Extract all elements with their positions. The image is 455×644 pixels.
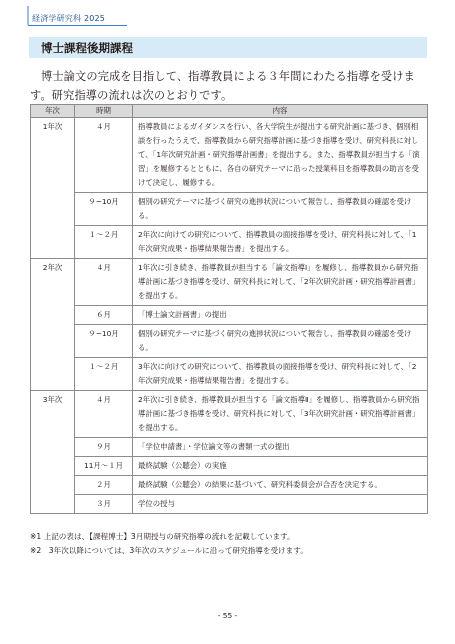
table-row bbox=[31, 118, 428, 193]
header-underline bbox=[28, 25, 127, 26]
table-row bbox=[31, 306, 428, 325]
year-cell: 2年次 bbox=[31, 259, 75, 391]
content-cell: 学位の授与 bbox=[133, 495, 428, 514]
period-cell: ９月 bbox=[75, 438, 133, 457]
table-row bbox=[31, 325, 428, 358]
content-cell: 指導教員によるガイダンスを行い、各大学院生が提出する研究計画に基づき、個別相談を行ったうえで、指導教員から研究指導計画に基づき指導を受け、研究科長に対して、「1年次研究計画・研究指導計画書」を提出する。また、指導教員が担当する「演習」を履修するとともに、各自の研究テーマに沿った授業科目を指導教員の助言を受けて決定し、履修する。 bbox=[133, 118, 428, 193]
header-label: 経済学研究科 2025 bbox=[32, 14, 106, 23]
footnote: ※2 3年次以降については、3年次のスケジュールに沿って研究指導を受けます。 bbox=[30, 546, 308, 555]
intro-paragraph: 博士論文の完成を目指して、指導教員による３年間にわたる指導を受けます。研究指導の流れは次のとおりです。 bbox=[30, 70, 415, 102]
footnotes bbox=[30, 530, 430, 558]
page-number: - 55 - bbox=[217, 611, 238, 620]
footnote: ※1 上記の表は、【課程博士】3月期授与の研究指導の流れを記載しています。 bbox=[30, 532, 295, 541]
table-row bbox=[31, 193, 428, 226]
period-cell: ９~10月 bbox=[75, 325, 133, 358]
period-cell: 11月～１月 bbox=[75, 457, 133, 476]
table-row bbox=[31, 358, 428, 391]
period-cell: ９~10月 bbox=[75, 193, 133, 226]
content-cell: 「学位申請書」・学位論文等の書類一式の提出 bbox=[133, 438, 428, 457]
content-cell: 最終試験（公聴会）の結果に基づいて、研究科委員会が合否を決定する。 bbox=[133, 476, 428, 495]
research-guidance-table bbox=[30, 104, 428, 514]
period-cell: ４月 bbox=[75, 118, 133, 193]
column-header-content: 内容 bbox=[133, 105, 428, 118]
content-cell: 1年次に引き続き、指導教員が担当する「論文指導Ⅰ」を履修し、指導教員から研究指導計画に基づき指導を受け、研究科長に対して、「2年次研究計画・研究指導計画書」を提出する。 bbox=[133, 259, 428, 306]
column-header-period: 時期 bbox=[75, 105, 133, 118]
table-header-row bbox=[31, 105, 428, 118]
period-cell: １～２月 bbox=[75, 226, 133, 259]
section-title: 博士課程後期課程 bbox=[41, 41, 133, 55]
content-cell: 個別の研究テーマに基づく研究の進捗状況について報告し、指導教員の確認を受ける。 bbox=[133, 325, 428, 358]
table-row bbox=[31, 476, 428, 495]
content-cell: 「博士論文計画書」の提出 bbox=[133, 306, 428, 325]
table-row bbox=[31, 438, 428, 457]
year-cell: 3年次 bbox=[31, 391, 75, 514]
year-cell: 1年次 bbox=[31, 118, 75, 259]
table-row bbox=[31, 495, 428, 514]
period-cell: ４月 bbox=[75, 259, 133, 306]
content-cell: 3年次に向けての研究について、指導教員の面接指導を受け、研究科長に対して、「2年次研究成果・指導結果報告書」を提出する。 bbox=[133, 358, 428, 391]
column-header-year: 年次 bbox=[31, 105, 75, 118]
period-cell: ６月 bbox=[75, 306, 133, 325]
period-cell: ２月 bbox=[75, 476, 133, 495]
period-cell: １～２月 bbox=[75, 358, 133, 391]
period-cell: ３月 bbox=[75, 495, 133, 514]
content-cell: 2年次に向けての研究について、指導教員の面接指導を受け、研究科長に対して、「1年次研究成果・指導結果報告書」を提出する。 bbox=[133, 226, 428, 259]
section-title-bar bbox=[29, 37, 427, 58]
content-cell: 最終試験（公聴会）の実施 bbox=[133, 457, 428, 476]
content-cell: 2年次に引き続き、指導教員が担当する「論文指導Ⅱ」を履修し、指導教員から研究指導計画に基づき指導を受け、研究科長に対して、「3年次研究計画・研究指導計画書」を提出する。 bbox=[133, 391, 428, 438]
table-row bbox=[31, 259, 428, 306]
table-row bbox=[31, 391, 428, 438]
table-row bbox=[31, 457, 428, 476]
period-cell: ４月 bbox=[75, 391, 133, 438]
content-cell: 個別の研究テーマに基づく研究の進捗状況について報告し、指導教員の確認を受ける。 bbox=[133, 193, 428, 226]
table-row bbox=[31, 226, 428, 259]
